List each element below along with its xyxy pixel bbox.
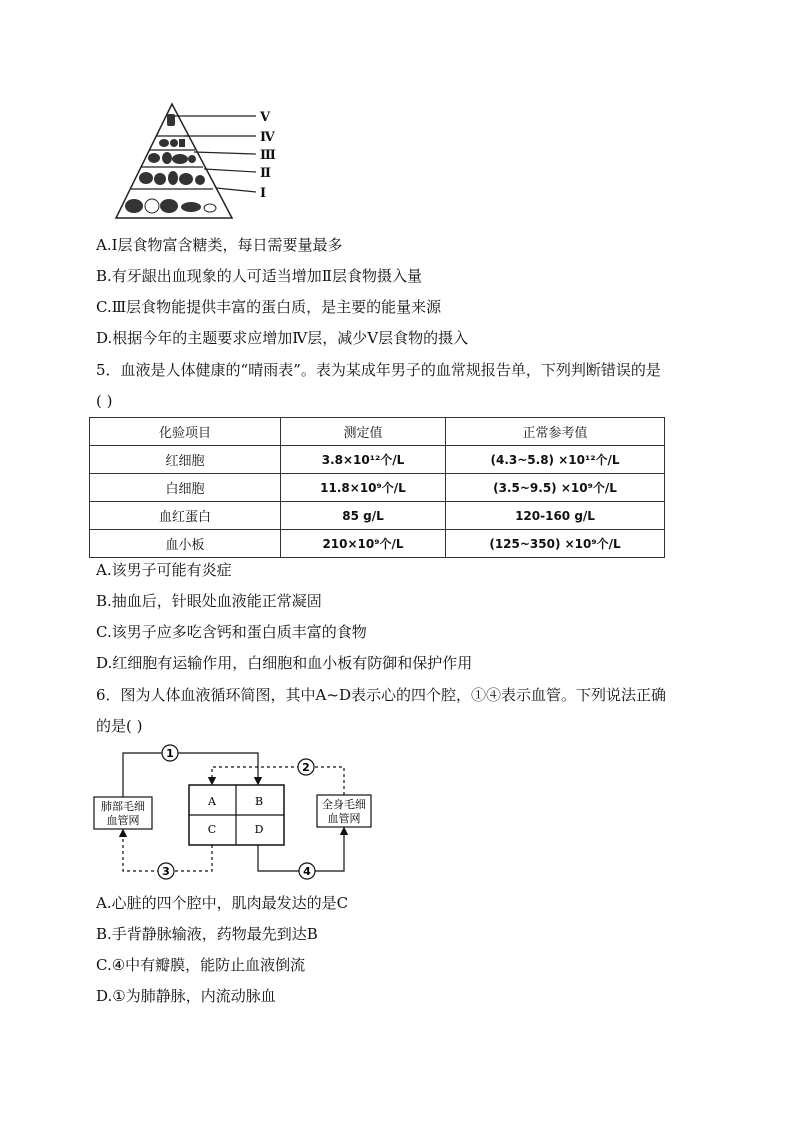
- food-pyramid-figure: [112, 100, 282, 224]
- circulation-diagram: [92, 743, 372, 883]
- table-row: [90, 502, 665, 530]
- pyramid-label-i: Ⅰ: [260, 186, 267, 201]
- vessel-1-label: 1: [166, 747, 174, 760]
- q6-option-b: B.手背静脉输液，药物最先到达B: [96, 925, 318, 943]
- lung-capillary-label-1: 肺部毛细: [101, 800, 145, 813]
- table-header: 化验项目: [90, 418, 281, 446]
- q4-option-c: C.Ⅲ层食物能提供丰富的蛋白质，是主要的能量来源: [96, 298, 442, 316]
- q4-option-b: B.有牙龈出血现象的人可适当增加Ⅱ层食物摄入量: [96, 267, 422, 285]
- chamber-a: A: [208, 795, 216, 808]
- q5-stem-paren: ( ): [96, 392, 113, 410]
- chamber-c: C: [207, 823, 217, 836]
- table-header: 测定值: [281, 418, 446, 446]
- table-cell: 血红蛋白: [90, 502, 281, 530]
- table-header-row: [90, 418, 665, 446]
- chamber-d: D: [254, 823, 264, 836]
- q6-option-d: D.①为肺静脉，内流动脉血: [96, 987, 276, 1005]
- table-cell: 白细胞: [90, 474, 281, 502]
- vessel-2-label: 2: [302, 761, 310, 774]
- blood-report-table: [89, 417, 665, 558]
- body-capillary-label-1: 全身毛细: [322, 798, 366, 811]
- vessel-4-label: 4: [303, 865, 311, 878]
- q5-option-a: A.该男子可能有炎症: [96, 561, 232, 579]
- q4-option-d: D.根据今年的主题要求应增加Ⅳ层，减少Ⅴ层食物的摄入: [96, 329, 469, 347]
- table-cell: (125~350) ×10⁹个/L: [446, 530, 665, 558]
- pyramid-label-iv: Ⅳ: [260, 130, 275, 145]
- pyramid-label-v: V: [260, 110, 271, 125]
- table-row: [90, 446, 665, 474]
- table-row: [90, 530, 665, 558]
- q6-option-c: C.④中有瓣膜，能防止血液倒流: [96, 956, 306, 974]
- table-cell: 11.8×10⁹个/L: [281, 474, 446, 502]
- q6-stem: 6．图为人体血液循环简图，其中A~D表示心的四个腔，①④表示血管。下列说法正确: [96, 686, 666, 704]
- q6-option-a: A.心脏的四个腔中，肌肉最发达的是C: [96, 894, 349, 912]
- table-cell: 3.8×10¹²个/L: [281, 446, 446, 474]
- q5-option-b: B.抽血后，针眼处血液能正常凝固: [96, 592, 322, 610]
- q5-stem: 5．血液是人体健康的“晴雨表”。表为某成年男子的血常规报告单，下列判断错误的是: [96, 361, 661, 379]
- vessel-3-label: 3: [162, 865, 170, 878]
- table-cell: 血小板: [90, 530, 281, 558]
- q5-option-d: D.红细胞有运输作用，白细胞和血小板有防御和保护作用: [96, 654, 473, 672]
- table-cell: (3.5~9.5) ×10⁹个/L: [446, 474, 665, 502]
- table-cell: 85 g/L: [281, 502, 446, 530]
- body-capillary-label-2: 血管网: [327, 812, 361, 825]
- table-cell: 210×10⁹个/L: [281, 530, 446, 558]
- q6-stem-cont: 的是( ): [96, 717, 143, 735]
- pyramid-label-iii: Ⅲ: [260, 148, 276, 163]
- q4-option-a: A.Ⅰ层食物富含糖类，每日需要量最多: [96, 236, 343, 254]
- table-row: [90, 474, 665, 502]
- lung-capillary-label-2: 血管网: [106, 814, 140, 827]
- chamber-b: B: [254, 795, 264, 808]
- table-header: 正常参考值: [446, 418, 665, 446]
- table-cell: 红细胞: [90, 446, 281, 474]
- pyramid-label-ii: Ⅱ: [260, 166, 271, 181]
- q5-option-c: C.该男子应多吃含钙和蛋白质丰富的食物: [96, 623, 367, 641]
- table-cell: (4.3~5.8) ×10¹²个/L: [446, 446, 665, 474]
- table-cell: 120-160 g/L: [446, 502, 665, 530]
